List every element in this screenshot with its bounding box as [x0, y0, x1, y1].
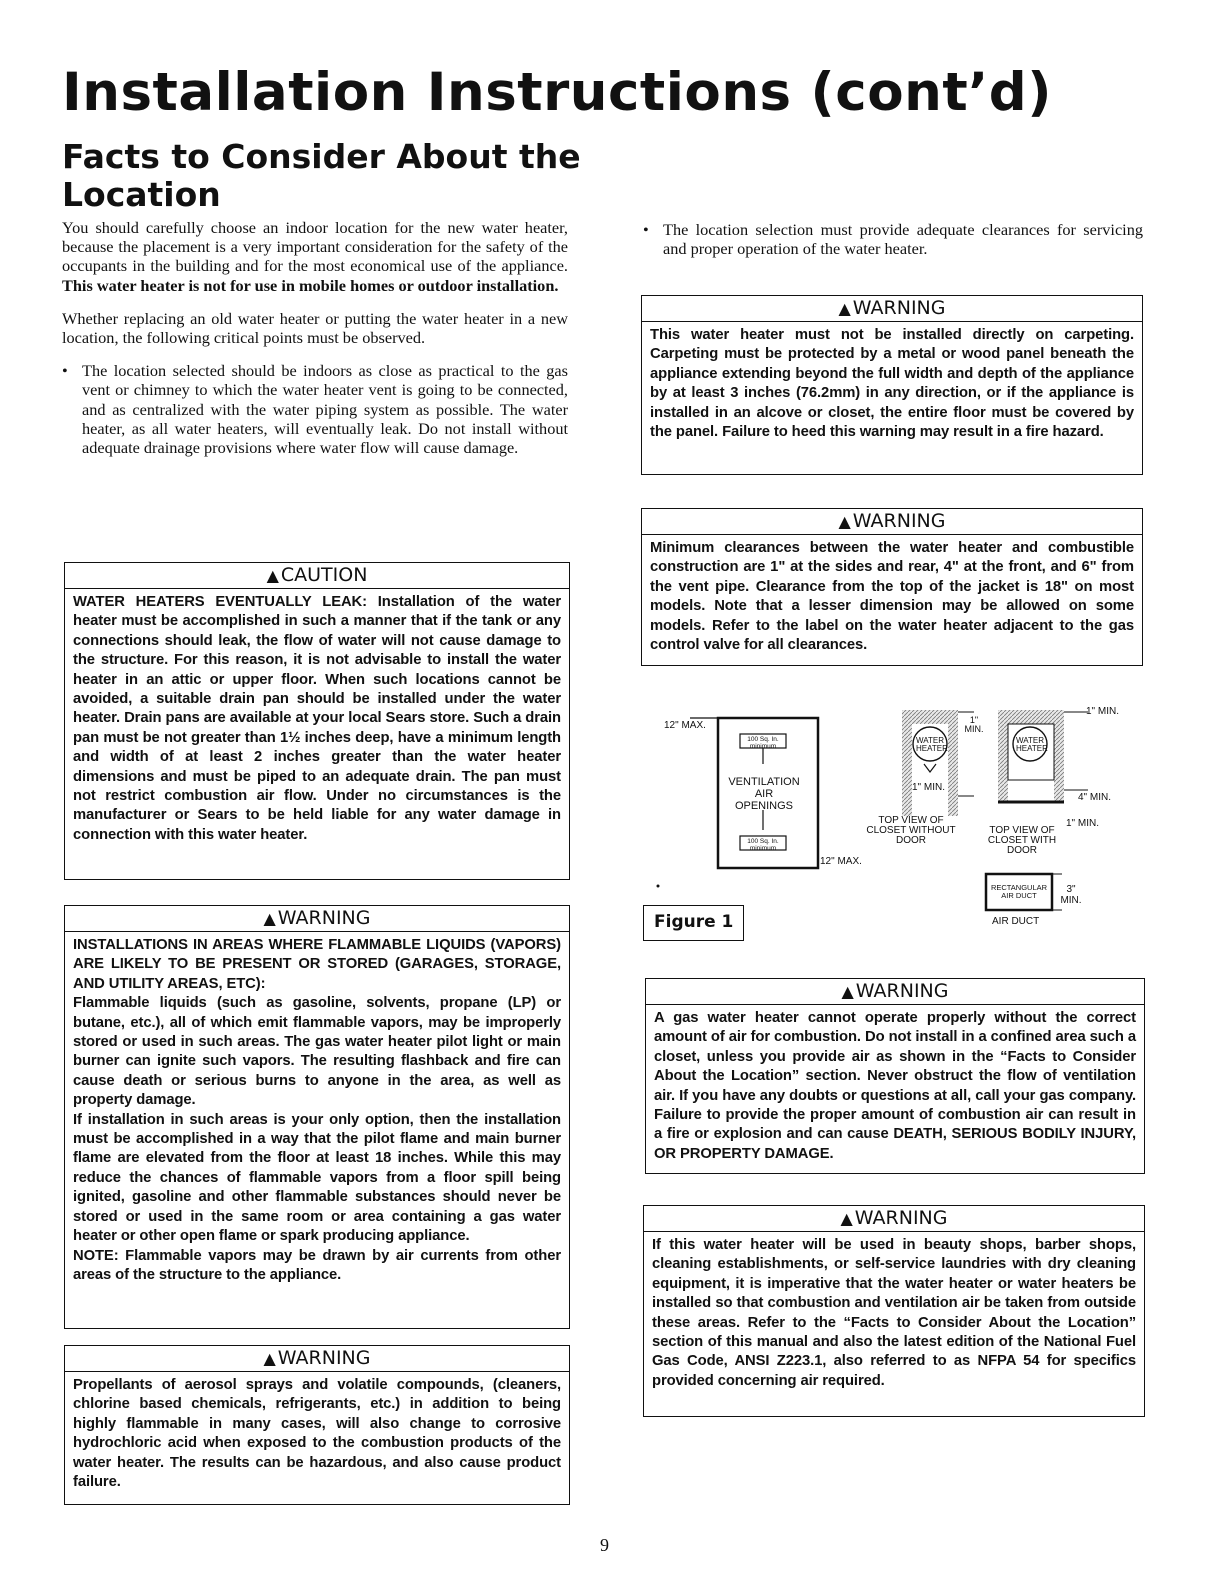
rear-clearance-label: 1" MIN. [1066, 818, 1099, 829]
warning-body: A gas water heater cannot operate properly without the correct amount of air for combustion. Do not install in a confined area such a closet, unless you provide air as shown in the “Facts to Consider About the Location” section. Never obstruct the flow of ventilation air. If you have any doubts or questions at all, call your gas company. Failure to provide the proper amount of combustion air can result in a fire or explosion and can cause DEATH, SERIOUS BODILY INJURY, OR PROPERTY DAMAGE. [654, 1010, 1136, 1162]
warning-body: Minimum clearances between the water heater and combustible construction are 1" at the sides and rear, 4" at the front, and 6" from the vent pipe. Clearance from the top of the jacket is 18" on most models. Note that a lesser dimension may be allowed on some models. Refer to the label on the water heater adjacent to the gas control valve for all clearances. [650, 540, 1134, 654]
warning-triangle-icon: ▲ [838, 512, 851, 531]
vent-opening-box-label: 100 Sq. In. minimum [747, 838, 779, 852]
vent-bottom-dimension: 12" MAX. [820, 856, 862, 867]
warning-title: ▲ WARNING [65, 906, 569, 932]
warning-title: ▲ WARNING [642, 296, 1142, 322]
warning-triangle-icon: ▲ [840, 1209, 853, 1228]
warning-triangle-icon: ▲ [838, 299, 851, 318]
warning-body: INSTALLATIONS IN AREAS WHERE FLAMMABLE LIQUIDS (VAPORS) ARE LIKELY TO BE PRESENT OR STORED (GARAGES, STORAGE, AND UTILITY AREAS, ETC): Flammable liquids (such as gasoline, solvents, propane (LP) or butane, etc.), all of which emit flammable vapors, may be improperly stored or used in such areas. The gas water heater pilot light or main burner can ignite such vapors. The resulting flashback and fire can cause death or serious burns to anyone in the area, as well as property damage. If installation in such areas is your only option, then the installation must be accomplished in a way that the pilot flame and main burner flame are elevated from the floor at least 18 inches. While this may reduce the chances of flammable vapors from a floor spill being ignited, gasoline and other flammable substances should never be stored or used in the same room or area containing a gas water heater or other open flame or spark producing appliance. NOTE: Flammable vapors may be drawn by air currents from other areas of the structure to the appliance. [73, 937, 561, 1283]
figure-caption: Figure 1 [643, 905, 744, 941]
warning-body: Propellants of aerosol sprays and volatile compounds, (cleaners, chlorine based chemicals, refrigerants, etc.) in addition to being highly flammable in many cases, will also change to corrosive hydrochloric acid when exposed to the combustion products of the water heater. The results can be hazardous, and also cause product failure. [73, 1377, 561, 1491]
warning-title: ▲ WARNING [65, 1346, 569, 1372]
side-clearance-label: 1" MIN. [1086, 706, 1119, 717]
critical-points-paragraph: Whether replacing an old water heater or putting the water heater in a new location, the following critical points must be observed. [62, 308, 568, 348]
vent-opening-box-label: 100 Sq. In. minimum [747, 736, 779, 750]
warning-flammable-box [64, 905, 570, 1329]
side-clearance-label: 1" MIN. [964, 715, 984, 734]
page-number: 9 [600, 1535, 609, 1555]
caution-title: ▲ CAUTION [65, 563, 569, 589]
warning-triangle-icon: ▲ [266, 566, 279, 585]
right-column-text [643, 220, 1143, 272]
top-view-without-door-label: TOP VIEW OF CLOSET WITHOUT DOOR [866, 815, 956, 846]
list-item: • The location selected should be indoors as close as practical to the gas vent or chimney to which the water heater vent is going to be connected, and as centralized with the water piping system as possible. The water heater, as all water heaters, will eventually leak. Do not install without adequate drainage provisions where water flow will cause damage. [62, 361, 568, 458]
warning-propellants-box [64, 1345, 570, 1505]
ventilation-label: VENTILATION AIR OPENINGS [728, 776, 800, 812]
warning-triangle-icon: ▲ [841, 982, 854, 1001]
warning-clearances-box [641, 508, 1143, 666]
warning-triangle-icon: ▲ [263, 909, 276, 928]
water-heater-label: WATER HEATER [1016, 736, 1048, 753]
front-clearance-label: 4" MIN. [1078, 792, 1111, 803]
air-duct-label: AIR DUCT [992, 916, 1040, 927]
warning-beauty-box [643, 1205, 1145, 1417]
caution-body: WATER HEATERS EVENTUALLY LEAK: Installation of the water heater must be accomplished in such a manner that if the tank or any connections should leak, the flow of water will not cause damage to the structure. For this reason, it is not advisable to install the water heater in an attic or upper floor. When such locations cannot be avoided, a suitable drain pan should be installed under the water heater. Drain pans are available at your local Sears store. Such a drain pan must be not greater than 1½ inches deep, have a minimum length and width of at least 2 inches greater than the water heater dimensions and must be piped to an adequate drain. The pan must not restrict combustion air flow. Under no circumstances is the manufacturer or Sears to be held liable for any water damage in connection with this water heater. [73, 594, 561, 843]
water-heater-label: WATER HEATER [916, 736, 948, 753]
rear-clearance-label: 1" MIN. [912, 782, 945, 793]
warning-title: ▲ WARNING [642, 509, 1142, 535]
warning-air-box [645, 978, 1145, 1174]
warning-title: ▲ WARNING [644, 1206, 1144, 1232]
warning-triangle-icon: ▲ [263, 1349, 276, 1368]
page-title: Installation Instructions (cont’d) [62, 62, 1052, 123]
warning-carpet-box [641, 295, 1143, 475]
warning-heading: INSTALLATIONS IN AREAS WHERE FLAMMABLE LIQUIDS (VAPORS) ARE LIKELY TO BE PRESENT OR STORED (GARAGES, STORAGE, AND UTILITY AREAS, ETC): [73, 937, 561, 992]
warning-body: This water heater must not be installed directly on carpeting. Carpeting must be protected by a metal or wood panel beneath the appliance extending beyond the full width and depth of the appliance by at least 3 inches (76.2mm) in any direction, or if the appliance is installed in an alcove or closet, the entire floor must be covered by the panel. Failure to heed this warning may result in a fire hazard. [650, 327, 1134, 441]
top-view-with-door-label: TOP VIEW OF CLOSET WITH DOOR [987, 825, 1057, 856]
vent-top-dimension: 12" MAX. [664, 720, 706, 731]
bullet-icon: • [62, 361, 68, 381]
intro-paragraph: You should carefully choose an indoor location for the new water heater, because the placement is a very important consideration for the safety of the occupants in the building and for the most economical use of the appliance. This water heater is not for use in mobile homes or outdoor installation. [62, 218, 568, 295]
left-column-text [62, 218, 568, 471]
intro-bold-text: This water heater is not for use in mobile homes or outdoor installation. [62, 275, 559, 295]
rectangular-duct-label: RECTANGULAR AIR DUCT [990, 883, 1048, 900]
duct-clearance-label: 3" MIN. [1060, 884, 1082, 906]
caution-box [64, 562, 570, 880]
warning-body: If this water heater will be used in beauty shops, barber shops, cleaning establishments, or self-service laundries with dry cleaning equipment, it is imperative that the water heater or water heaters be installed so that combustion and ventilation air be taken from outside these areas. Refer to the “Facts to Consider About the Location” section of this manual and also the latest edition of the National Fuel Gas Code, ANSI Z223.1, also referred to as NFPA 54 for specifics provided concerning air required. [652, 1237, 1136, 1389]
warning-title: ▲ WARNING [646, 979, 1144, 1005]
list-item: • The location selection must provide adequate clearances for servicing and proper operation of the water heater. [643, 220, 1143, 259]
bullet-icon: • [643, 220, 649, 239]
section-title: Facts to Consider About the Location [62, 137, 581, 214]
